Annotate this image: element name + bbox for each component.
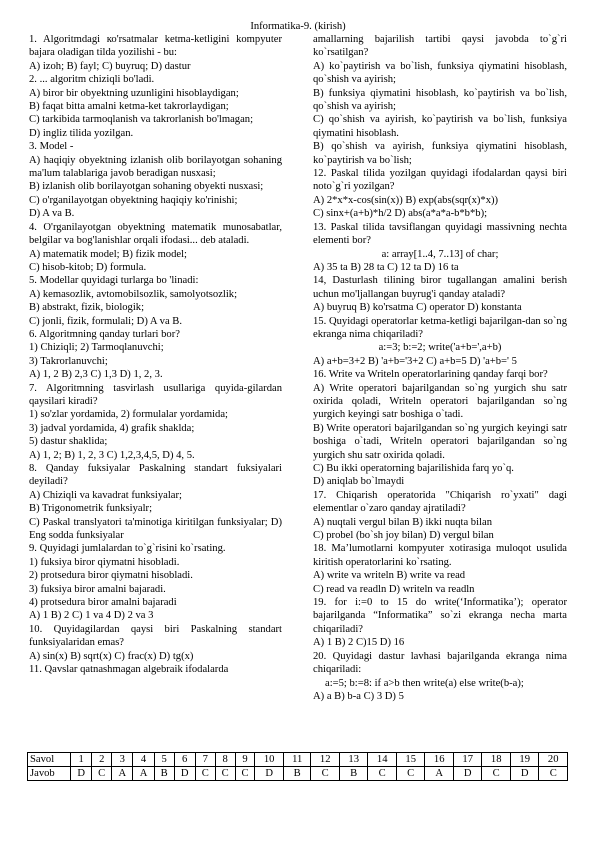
question-1-options: A) izoh; B) fayl; C) buyruq; D) dastur <box>29 60 191 72</box>
row-label-savol: Savol <box>28 753 71 767</box>
question-13-code: a: array[1..4, 7..13] of char; <box>381 248 499 260</box>
question-3-option-d: D) A va B. <box>29 208 75 220</box>
question-17-options-ab: A) nuqtali vergul bilan B) ikki nuqta bilan <box>313 516 492 528</box>
question-19: 19. for i:=0 to 15 do write(‘Informatika’); operator bajarilganda “Informatika” so`zi ekranga necha marta chiqariladi? <box>313 597 567 635</box>
answer-cell: C <box>311 767 340 781</box>
question-2-option-b: B) faqat bitta amalni ketma-ket takrorlaydigan; <box>29 101 229 113</box>
question-10-options: A) sin(x) B) sqrt(x) C) frac(x) D) tg(x) <box>29 650 194 662</box>
answer-cell: B <box>283 767 311 781</box>
question-12: 12. Paskal tilida yozilgan quyidagi ifodalardan qaysi biri noto`g`ri yozilgan? <box>313 168 567 193</box>
question-number-cell: 7 <box>195 753 215 767</box>
question-18-options-ab: A) write va writeln B) write va read <box>313 570 466 582</box>
question-16-option-a: A) Write operatori bajarilgandan so`ng yurgich shu satr oxirida qoladi, Writeln operatori bajarilgandan so`ng yurgich keyingi satr boshiga o`tadi. <box>313 382 567 421</box>
question-7-item-5: 5) dastur shaklida; <box>29 436 108 448</box>
answer-cell: C <box>396 767 425 781</box>
question-16-option-d: D) aniqlab bo`lmaydi <box>313 476 405 488</box>
question-2-option-c: C) tarkibida tarmoqlanish va takrorlanish bo'lmagan; <box>29 114 254 126</box>
answer-cell: C <box>482 767 511 781</box>
question-number-cell: 17 <box>453 753 482 767</box>
question-number-cell: 10 <box>255 753 284 767</box>
answer-cell: C <box>539 767 568 781</box>
answer-cell: B <box>339 767 368 781</box>
answer-cell: A <box>133 767 154 781</box>
answer-cell: A <box>425 767 454 781</box>
question-18: 18. Ma’lumotlarni kompyuter xotirasiga muloqot usulida kiritish operatorlarini ko`rsating. <box>313 543 567 568</box>
question-6-options: A) 1, 2 B) 2,3 C) 1,3 D) 1, 2, 3. <box>29 369 163 381</box>
question-5-options-cd: C) jonli, fizik, formulali; D) A va B. <box>29 315 183 327</box>
answer-cell: C <box>368 767 397 781</box>
question-11-continued: amallarning bajarilish tartibi qaysi javobda to`g`ri ko`rsatilgan? <box>313 34 567 59</box>
question-20-options: A) a B) b-a C) 3 D) 5 <box>313 690 404 702</box>
question-number-cell: 11 <box>283 753 311 767</box>
question-10: 10. Quyidagilardan qaysi biri Paskalning standart funksiyalaridan emas? <box>29 623 282 649</box>
question-8-options-cd: C) Paskal translyatori ta'minotiga kiritilgan funksiyalar; D) Eng sodda funksiyalar <box>29 516 282 542</box>
question-7: 7. Algoritmning tasvirlash usullariga quyida-gilardan qaysilari kiradi? <box>29 382 282 407</box>
question-2: 2. ... algoritm chiziqli bo'ladi. <box>29 74 155 86</box>
right-column <box>313 33 567 703</box>
question-11-start: 11. Qavslar qatnashmagan algebraik ifodalarda <box>29 664 229 676</box>
question-17: 17. Chiqarish operatorida "Chiqarish ro`yxati" dagi elementlar o`zaro qanday ajratiladi? <box>313 489 567 515</box>
answer-key-table <box>27 752 568 781</box>
question-4: 4. O'rganilayotgan obyektning matematik munosabatlar, belgilar va bog'lanishlar orqali ifodasi... deb ataladi. <box>29 221 282 247</box>
question-4-options-ab: A) matematik model; B) fizik model; <box>29 248 187 260</box>
question-16-option-b: B) Write operatori bajarilgandan so`ng yurgich keyingi satr boshiga o`tadi, Writeln operatori bajarilgandan so`ng yurgich shu satr oxirida qoladi. <box>313 422 567 461</box>
question-number-cell: 6 <box>174 753 195 767</box>
answer-cell: C <box>215 767 235 781</box>
question-number-cell: 15 <box>396 753 425 767</box>
answer-cell: C <box>92 767 112 781</box>
question-8-option-a: A) Chiziqli va kavadrat funksiyalar; <box>29 489 182 501</box>
question-9-item-1: 1) fuksiya biror qiymatni hisobladi. <box>29 556 180 568</box>
page-title: Informatika-9. (kirish) <box>250 21 346 32</box>
question-18-options-cd: C) read va readln D) writeln va readln <box>313 583 475 595</box>
question-number-cell: 4 <box>133 753 154 767</box>
question-9-item-4: 4) protsedura biror amalni bajaradi <box>29 597 177 609</box>
question-number-cell: 13 <box>339 753 368 767</box>
question-number-cell: 3 <box>112 753 133 767</box>
question-9-item-3: 3) fuksiya biror amalni bajaradi. <box>29 583 166 595</box>
answer-cell: D <box>453 767 482 781</box>
question-number-cell: 1 <box>71 753 92 767</box>
answer-cell: D <box>71 767 92 781</box>
question-15: 15. Quyidagi operatorlar ketma-ketligi bajarilgan-dan so`ng ekranga nima chiqariladi? <box>313 315 567 340</box>
question-number-cell: 5 <box>154 753 174 767</box>
question-19-options: A) 1 B) 2 C)15 D) 16 <box>313 637 405 649</box>
question-number-cell: 16 <box>425 753 454 767</box>
question-number-cell: 12 <box>311 753 340 767</box>
question-number-cell: 14 <box>368 753 397 767</box>
question-5: 5. Modellar quyidagi turlarga bo 'linadi: <box>29 275 199 287</box>
question-12-options-cd: C) sinx+(a+b)*h/2 D) abs(a*a*a-b*b*b); <box>313 208 488 220</box>
question-3-option-a: A) haqiqiy obyektning izlanish olib borilayotgan sohaning ma'lum talablariga javob beradigan nusxasi; <box>29 154 282 180</box>
question-3: 3. Model - <box>29 141 74 153</box>
answer-cell: C <box>195 767 215 781</box>
answer-cell: D <box>510 767 539 781</box>
answer-table-question-row <box>28 753 568 767</box>
question-7-items-1-2: 1) so'zlar yordamida, 2) formulalar yordamida; <box>29 409 229 421</box>
question-6: 6. Algoritmning qanday turlari bor? <box>29 328 180 340</box>
question-number-cell: 19 <box>510 753 539 767</box>
answer-cell: B <box>154 767 174 781</box>
question-2-option-a: A) biror bir obyektning uzunligini hisoblaydigan; <box>29 87 239 99</box>
row-label-javob: Javob <box>28 767 71 781</box>
question-8: 8. Qanday fuksiyalar Paskalning standart fuksiyalari deyiladi? <box>29 463 282 488</box>
question-5-option-b: B) abstrakt, fizik, biologik; <box>29 302 145 314</box>
question-3-option-b: B) izlanish olib borilayotgan sohaning obyekti nusxasi; <box>29 181 264 193</box>
question-11-option-d: B) qo`shish va ayirish, funksiya qiymatini hisoblash, ko`paytirish va bo`lish; <box>313 141 567 166</box>
question-9: 9. Quyidagi jumlalardan to`g`risini ko`rsating. <box>29 543 226 555</box>
question-12-options-ab: A) 2*x*x-cos(sin(x)) B) exp(abs(sqr(x)*x)) <box>313 194 499 206</box>
answer-cell: A <box>112 767 133 781</box>
question-7-options: A) 1, 2; B) 1, 2, 3 C) 1,2,3,4,5, D) 4, 5. <box>29 449 195 461</box>
question-9-item-2: 2) protsedura biror qiymatni hisobladi. <box>29 570 193 582</box>
question-20-code: a:=5; b:=8: if a>b then write(a) else write(b-a); <box>325 677 524 689</box>
question-number-cell: 9 <box>235 753 255 767</box>
question-13-options: A) 35 ta B) 28 ta C) 12 ta D) 16 ta <box>313 261 459 273</box>
question-2-option-d: D) ingliz tilida yozilgan. <box>29 127 134 139</box>
question-17-options-cd: C) probel (bo`sh joy bilan) D) vergul bilan <box>313 530 494 542</box>
question-9-options: A) 1 B) 2 C) 1 va 4 D) 2 va 3 <box>29 610 154 622</box>
question-11-option-a: A) ko`paytirish va bo`lish, funksiya qiymatini hisoblash, qo`shish va ayirish; <box>313 60 567 86</box>
answer-cell: D <box>255 767 284 781</box>
question-1: 1. Algoritmdagi ко'rsatmalar ketma-ketligini kompyuter bajara oladigan tilda yozilishi - bu: <box>29 34 282 59</box>
question-20: 20. Quyidagi dastur lavhasi bajarilganda ekranga nima chiqariladi: <box>313 650 567 676</box>
question-15-code: a:=3; b:=2; write('a+b=',a+b) <box>378 342 502 354</box>
question-number-cell: 20 <box>539 753 568 767</box>
question-3-option-c: C) o'rganilayotgan obyektning haqiqiy ko'rinishi; <box>29 194 238 206</box>
question-5-option-a: A) kemasozlik, avtomobilsozlik, samolyotsozlik; <box>29 288 238 300</box>
question-7-items-3-4: 3) jadval yordamida, 4) grafik shaklda; <box>29 422 195 434</box>
question-14-options: A) buyruq B) ko'rsatma C) operator D) konstanta <box>313 302 522 314</box>
question-11-option-c: C) qo`shish va ayirish, ko`paytirish va bo`lish, funksiya qiymatini hisoblash. <box>313 114 567 139</box>
question-4-options-cd: C) hisob-kitob; D) formula. <box>29 261 147 273</box>
answer-table-answer-row <box>28 767 568 781</box>
left-column <box>29 33 282 677</box>
question-16-option-c: C) Bu ikki operatorning bajarilishida farq yo`q. <box>313 463 514 474</box>
question-14: 14, Dasturlash tilining biror tugallangan amalini berish uchun mo'ljallangan buyrug'i qanday ataladi? <box>313 275 567 300</box>
question-number-cell: 18 <box>482 753 511 767</box>
question-13: 13. Paskal tilida tavsiflangan quyidagi massivning nechta elementi bor? <box>313 221 567 247</box>
question-number-cell: 2 <box>92 753 112 767</box>
answer-cell: D <box>174 767 195 781</box>
question-16: 16. Write va Writeln operatorlarining qanday farqi bor? <box>313 369 548 381</box>
question-8-option-b: B) Trigonometrik funksiyalr; <box>29 503 153 515</box>
question-11-option-b: B) funksiya qiymatini hisoblash, ko`paytirish va bo`lish, qo`shish va ayirish; <box>313 87 567 113</box>
question-15-options: A) a+b=3+2 B) 'a+b='3+2 C) a+b=5 D) 'a+b=' 5 <box>313 355 517 367</box>
question-number-cell: 8 <box>215 753 235 767</box>
question-6-item-3: 3) Takrorlanuvchi; <box>29 355 108 367</box>
question-6-items-1-2: 1) Chiziqli; 2) Tarmoqlanuvchi; <box>29 342 164 354</box>
answer-cell: C <box>235 767 255 781</box>
